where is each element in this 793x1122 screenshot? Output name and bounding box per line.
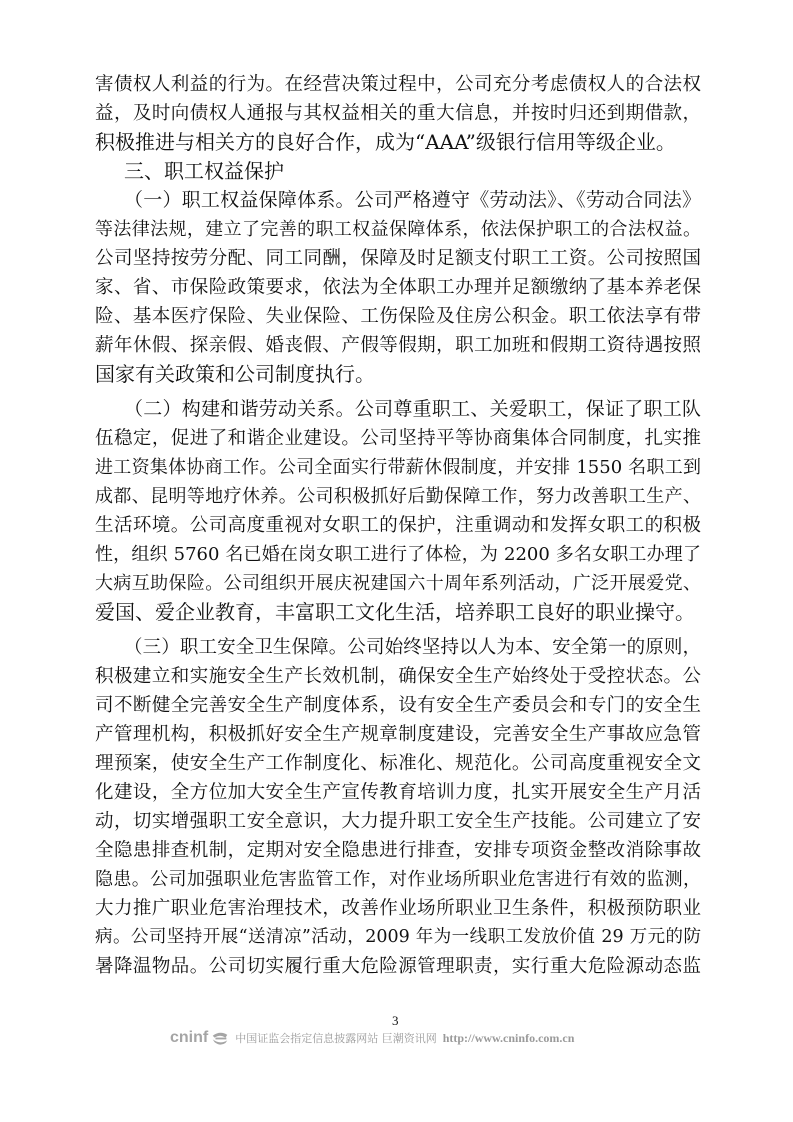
text-line: 薪年休假、探亲假、婚丧假、产假等假期，职工加班和假期工资待遇按照 [95,335,701,356]
text-line: 司不断健全完善安全生产制度体系，设有安全生产委员会和专门的安全生 [95,695,701,716]
text-line: 积极建立和实施安全生产长效机制，确保安全生产始终处于受控状态。公 [95,666,701,687]
footer-site-text: 中国证监会指定信息披露网站 巨潮资讯网 [235,1032,437,1045]
text-line: 害债权人利益的行为。在经营决策过程中，公司充分考虑债权人的合法权 [95,74,701,95]
paragraph [95,633,701,981]
paragraph [95,395,701,627]
text-line: 国家有关政策和公司制度执行。 [95,362,375,386]
text-line: 等法律法规，建立了完善的职工权益保障体系，依法保护职工的合法权益。 [95,219,701,240]
text-line: 化建设，全方位加大安全生产宣传教育培训力度，扎实开展安全生产月活 [95,782,701,803]
text-line: 大力推广职业危害治理技术，改善作业场所职业卫生条件，积极预防职业 [95,898,701,919]
text-line: 隐患。公司加强职业危害监管工作，对作业场所职业危害进行有效的监测， [95,869,701,890]
text-line: 爱国、爱企业教育，丰富职工文化生活，培养职工良好的职业操守。 [95,600,695,624]
text-line: 进工资集体协商工作。公司全面实行带薪休假制度，并安排 1550 名职工到 [95,457,701,478]
text-line: 成都、昆明等地疗休养。公司积极抓好后勤保障工作，努力改善职工生产、 [95,486,701,507]
paragraph [95,186,701,389]
paragraph [95,70,701,157]
text-line: 暑降温物品。公司切实履行重大危险源管理职责，实行重大危险源动态监 [95,956,701,977]
footer-url[interactable]: http://www.cninfo.com.cn [442,1030,575,1045]
text-line: 产管理机构，积极抓好安全生产规章制度建设，完善安全生产事故应急管 [95,724,701,745]
text-line: 理预案，使安全生产工作制度化、标准化、规范化。公司高度重视安全文 [95,753,701,774]
page-number: 3 [392,1013,399,1028]
text-line: 公司坚持按劳分配、同工同酬，保障及时足额支付职工工资。公司按照国 [95,248,701,269]
text-line: 病。公司坚持开展“送清凉”活动，2009 年为一线职工发放价值 29 万元的防 [95,927,701,947]
section-heading [95,157,701,186]
text-line: 性，组织 5760 名已婚在岗女职工进行了体检，为 2200 多名女职工办理了 [95,544,701,565]
text-line: （二）构建和谐劳动关系。公司尊重职工、关爱职工，保证了职工队 [124,398,701,420]
footer-watermark [170,1028,630,1048]
text-line: 动，切实增强职工安全意识，大力提升职工安全生产技能。公司建立了安 [95,811,701,832]
text-line: 益，及时向债权人通报与其权益相关的重大信息，并按时归还到期借款， [95,103,701,124]
cninfo-logo: cninf [170,1029,209,1046]
text-line: （一）职工权益保障体系。公司严格遵守《劳动法》、《劳动合同法》 [124,189,701,211]
document-body [95,70,701,981]
text-line: 积极推进与相关方的良好合作，成为“AAA”级银行信用等级企业。 [95,130,676,154]
text-line: 三、职工权益保护 [124,159,284,183]
text-line: （三）职工安全卫生保障。公司始终坚持以人为本、安全第一的原则， [124,637,701,658]
text-line: 大病互助保险。公司组织开展庆祝建国六十周年系列活动，广泛开展爱党、 [95,573,701,594]
text-line: 全隐患排查机制，定期对安全隐患进行排查，安排专项资金整改消除事故 [95,840,701,861]
text-line: 伍稳定，促进了和谐企业建设。公司坚持平等协商集体合同制度，扎实推 [95,428,701,449]
text-line: 险、基本医疗保险、失业保险、工伤保险及住房公积金。职工依法享有带 [95,306,701,327]
text-line: 家、省、市保险政策要求，依法为全体职工办理并足额缴纳了基本养老保 [95,277,701,298]
text-line: 生活环境。公司高度重视对女职工的保护，注重调动和发挥女职工的积极 [95,515,701,536]
cninfo-logo-icon [210,1031,230,1046]
